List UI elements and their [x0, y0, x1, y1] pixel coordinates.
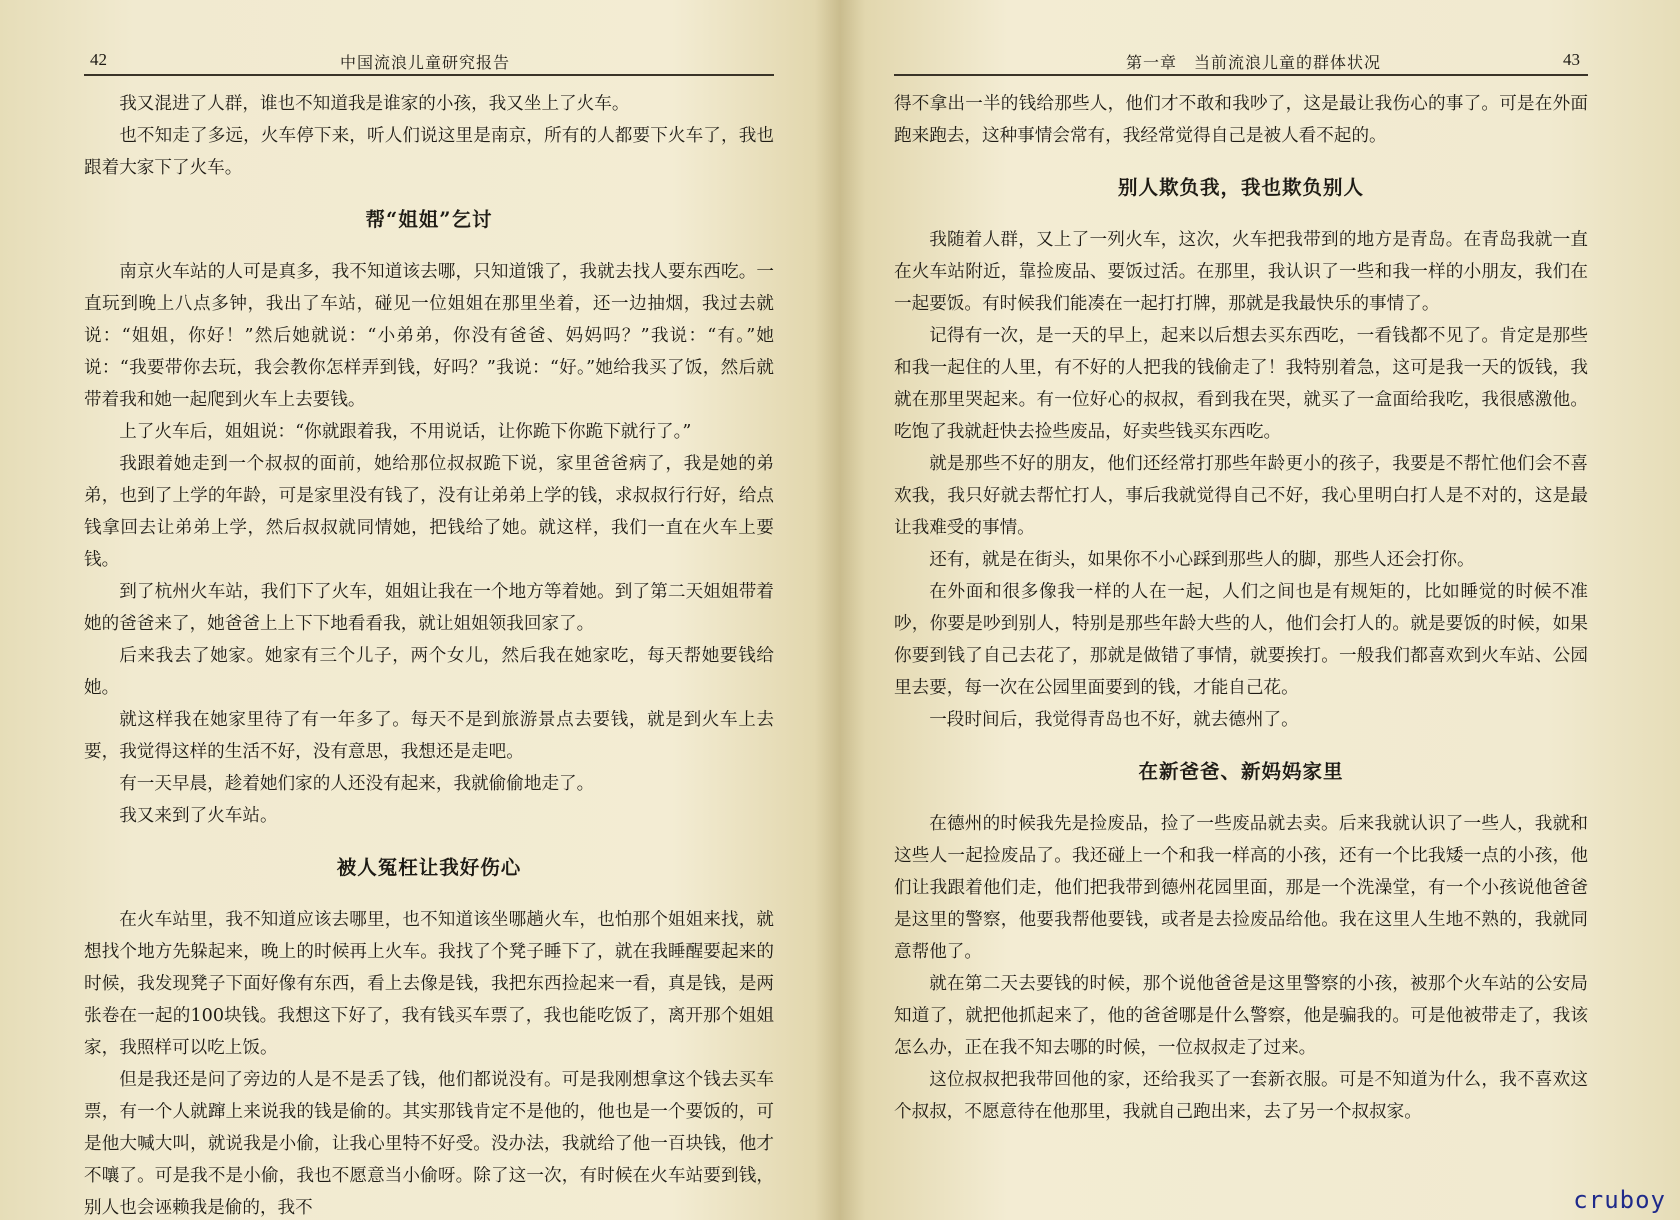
- paragraph: 在德州的时候我先是捡废品，捡了一些废品就去卖。后来我就认识了一些人，我就和这些人一起捡废品了。我还碰上一个和我一样高的小孩，还有一个比我矮一点的小孩，他们让我跟着他们走，他们把我带到德州花园里面，那是一个洗澡堂，有一个小孩说他爸爸是这里的警察，他要我帮他要钱，或者是去捡废品给他。我在这里人生地不熟的，我就同意帮他了。: [894, 814, 1588, 962]
- right-page: [862, 0, 1680, 1220]
- paragraph: 就在第二天去要钱的时候，那个说他爸爸是这里警察的小孩，被那个火车站的公安局知道了，就把他抓起来了，他的爸爸哪是什么警察，他是骗我的。可是他被带走了，我该怎么办，正在我不知去哪的时候，一位叔叔走了过来。: [894, 974, 1588, 1058]
- paragraph: 我又来到了火车站。: [119, 806, 278, 826]
- section-heading: 别人欺负我，我也欺负别人: [1117, 176, 1364, 199]
- section-heading: 在新爸爸、新妈妈家里: [1138, 760, 1344, 783]
- paragraph: 有一天早晨，趁着她们家的人还没有起来，我就偷偷地走了。: [119, 774, 595, 794]
- paragraph: 也不知走了多远，火车停下来，听人们说这里是南京，所有的人都要下火车了，我也跟着大家下了火车。: [84, 126, 774, 178]
- paragraph: 记得有一次，是一天的早上，起来以后想去买东西吃，一看钱都不见了。肯定是那些和我一起住的人里，有不好的人把我的钱偷走了！我特别着急，这可是我一天的饭钱，我就在那里哭起来。有一位好心的叔叔，看到我在哭，就买了一盒面给我吃，我很感激他。吃饱了我就赶快去捡些废品，好卖些钱买东西吃。: [894, 326, 1588, 442]
- paragraph: 我跟着她走到一个叔叔的面前，她给那位叔叔跪下说，家里爸爸病了，我是她的弟弟，也到了上学的年龄，可是家里没有钱了，没有让弟弟上学的钱，求叔叔行行好，给点钱拿回去让弟弟上学，然后叔叔就同情她，把钱给了她。就这样，我们一直在火车上要钱。: [84, 454, 774, 570]
- paragraph: 到了杭州火车站，我们下了火车，姐姐让我在一个地方等着她。到了第二天姐姐带着她的爸爸来了，她爸爸上上下下地看看我，就让姐姐领我回家了。: [84, 582, 774, 634]
- paragraph: 但是我还是问了旁边的人是不是丢了钱，他们都说没有。可是我刚想拿这个钱去买车票，有一个人就蹿上来说我的钱是偷的。其实那钱肯定不是他的，他也是一个要饭的，可是他大喊大叫，就说我是小偷，让我心里特不好受。没办法，我就给了他一百块钱，他才不嚷了。可是我不是小偷，我也不愿意当小偷呀。除了这一次，有时候在火车站要到钱，别人也会诬赖我是偷的，我不: [84, 1070, 774, 1218]
- paragraph: 就这样我在她家里待了有一年多了。每天不是到旅游景点去要钱，就是到火车上去要，我觉得这样的生活不好，没有意思，我想还是走吧。: [84, 710, 774, 762]
- right-page-header: [894, 44, 1588, 76]
- left-page-body: [84, 88, 774, 1220]
- right-running-title: 第一章 当前流浪儿童的群体状况: [1126, 53, 1382, 72]
- right-page-number: 43: [1563, 50, 1580, 69]
- left-page: [0, 0, 820, 1220]
- watermark: cruboy: [1573, 1186, 1666, 1214]
- section-heading: 帮“姐姐”乞讨: [365, 208, 493, 231]
- left-running-title: 中国流浪儿童研究报告: [340, 53, 511, 72]
- left-page-header: [84, 44, 774, 76]
- section-heading: 被人冤枉让我好伤心: [336, 856, 522, 879]
- paragraph: 上了火车后，姐姐说：“你就跟着我，不用说话，让你跪下你跪下就行了。”: [119, 422, 692, 442]
- paragraph: 在火车站里，我不知道应该去哪里，也不知道该坐哪趟火车，也怕那个姐姐来找，就想找个地方先躲起来，晚上的时候再上火车。我找了个凳子睡下了，就在我睡醒要起来的时候，我发现凳子下面好像有东西，看上去像是钱，我把东西捡起来一看，真是钱，是两张卷在一起的100块钱。我想这下好了，我有钱买车票了，我也能吃饭了，离开那个姐姐家，我照样可以吃上饭。: [84, 910, 774, 1058]
- paragraph: 后来我去了她家。她家有三个儿子，两个女儿，然后我在她家吃，每天帮她要钱给她。: [84, 646, 774, 698]
- paragraph: 还有，就是在街头，如果你不小心踩到那些人的脚，那些人还会打你。: [929, 550, 1475, 570]
- paragraph: 我又混进了人群，谁也不知道我是谁家的小孩，我又坐上了火车。: [119, 94, 630, 114]
- right-page-body: [894, 88, 1588, 1128]
- left-page-number: 42: [90, 50, 107, 69]
- paragraph: 一段时间后，我觉得青岛也不好，就去德州了。: [929, 710, 1299, 730]
- paragraph: 南京火车站的人可是真多，我不知道该去哪，只知道饿了，我就去找人要东西吃。一直玩到晚上八点多钟，我出了车站，碰见一位姐姐在那里坐着，还一边抽烟，我过去就说：“姐姐，你好！”然后她就说：“小弟弟，你没有爸爸、妈妈吗？”我说：“有。”她说：“我要带你去玩，我会教你怎样弄到钱，好吗？”我说：“好。”她给我买了饭，然后就带着我和她一起爬到火车上去要钱。: [84, 262, 774, 410]
- paragraph: 我随着人群，又上了一列火车，这次，火车把我带到的地方是青岛。在青岛我就一直在火车站附近，靠捡废品、要饭过活。在那里，我认识了一些和我一样的小朋友，我们在一起要饭。有时候我们能凑在一起打打牌，那就是我最快乐的事情了。: [894, 230, 1588, 314]
- paragraph: 这位叔叔把我带回他的家，还给我买了一套新衣服。可是不知道为什么，我不喜欢这个叔叔，不愿意待在他那里，我就自己跑出来，去了另一个叔叔家。: [894, 1070, 1588, 1122]
- paragraph: 就是那些不好的朋友，他们还经常打那些年龄更小的孩子，我要是不帮忙他们会不喜欢我，我只好就去帮忙打人，事后我就觉得自己不好，我心里明白打人是不对的，这是最让我难受的事情。: [894, 454, 1588, 538]
- paragraph: 在外面和很多像我一样的人在一起，人们之间也是有规矩的，比如睡觉的时候不准吵，你要是吵到别人，特别是那些年龄大些的人，他们会打人的。就是要饭的时候，如果你要到钱了自己去花了，那就是做错了事情，就要挨打。一般我们都喜欢到火车站、公园里去要，每一次在公园里面要到的钱，才能自己花。: [894, 582, 1588, 698]
- paragraph: 得不拿出一半的钱给那些人，他们才不敢和我吵了，这是最让我伤心的事了。可是在外面跑来跑去，这种事情会常有，我经常觉得自己是被人看不起的。: [894, 94, 1588, 146]
